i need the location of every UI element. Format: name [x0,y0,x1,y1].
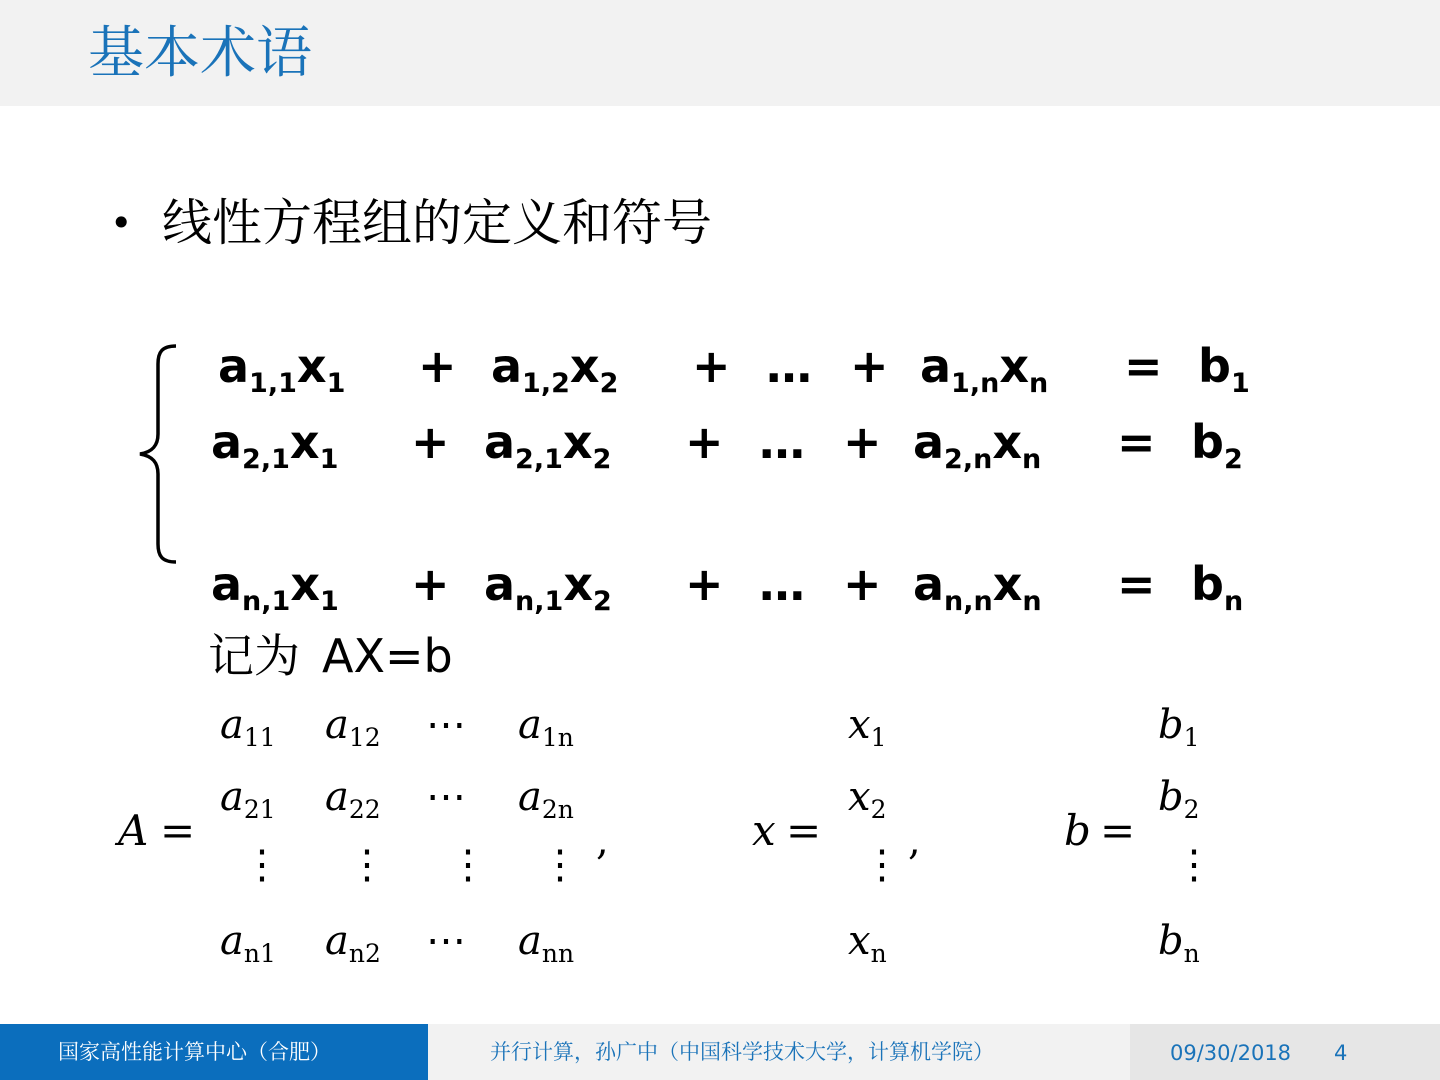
vector-b-entry: ⋮ [1174,842,1214,888]
equation-row [218,338,1298,408]
plus-sign: + [692,339,731,393]
term-n: $a_{2,n}x_n$ [913,415,1042,475]
term-2: $a_{2,1}x_2$ [484,415,612,475]
vector-x-entry: $x_2$ [848,774,887,824]
term-1: $a_{2,1}x_1$ [211,415,339,475]
ellipsis: … [759,415,805,469]
matrix-a-entry: $a_{11}$ [220,702,276,752]
plus-sign: + [418,339,457,393]
comma: , [596,818,609,864]
vector-x-entry: $x_n$ [848,918,887,968]
plus-sign: + [411,557,450,611]
plus-sign: + [685,557,724,611]
vector-x-label: x [752,806,776,855]
matrix-a-entry: ⋯ [426,774,466,820]
notation-line [208,626,453,686]
matrix-a-label: A [118,806,149,855]
matrix-a-entry: ⋯ [426,918,466,964]
equals-sign: = [1117,415,1156,469]
slide-title: 基本术语 [88,21,312,86]
footer-org: 国家高性能计算中心（合肥） [0,1024,428,1080]
footer-meta [1130,1024,1440,1080]
matrix-a-entry: ⋮ [242,842,282,888]
vector-b-label: b [1064,806,1091,855]
term-1: $a_{1,1}x_1$ [218,339,346,399]
equals-sign: = [786,806,822,855]
matrix-a-entry: $a_{nn}$ [518,918,575,968]
matrix-a-entry: $a_{n2}$ [325,918,381,968]
page-number: 4 [1334,1041,1348,1065]
matrix-a-entry: $a_{2n}$ [518,774,574,824]
footer-date: 09/30/2018 [1170,1041,1292,1065]
equals-sign: = [1124,339,1163,393]
vector-b-entry: $b_2$ [1158,774,1200,824]
notation-expression: AX=b [322,629,453,683]
plus-sign: + [843,557,882,611]
equals-sign: = [160,806,196,855]
rhs-term: $b_2$ [1191,415,1243,475]
vector-b-entry: $b_n$ [1158,918,1200,968]
rhs-term: $b_n$ [1191,557,1244,617]
matrix-definitions [0,690,1440,1000]
matrix-a-entry: ⋮ [347,842,387,888]
term-1: $a_{n,1}x_1$ [211,557,339,617]
matrix-a-entry: $a_{22}$ [325,774,381,824]
term-2: $a_{1,2}x_2$ [491,339,619,399]
plus-sign: + [411,415,450,469]
ellipsis: … [759,557,805,611]
ellipsis: … [766,339,812,393]
bullet-dot-icon: • [110,201,133,245]
comma: , [908,818,921,864]
matrix-a-entry: ⋯ [426,702,466,748]
matrix-a-entry: $a_{n1}$ [220,918,276,968]
footer-course: 并行计算，孙广中（中国科学技术大学，计算机学院） [428,1024,1130,1080]
vector-x-entry: $x_1$ [848,702,887,752]
notation-label: 记为 [208,629,300,683]
matrix-a-entry: $a_{1n}$ [518,702,574,752]
equation-row [211,556,1291,626]
equation-row [211,414,1291,484]
equals-sign: = [1100,806,1136,855]
title-bar [0,0,1440,106]
vector-b-entry: $b_1$ [1158,702,1200,752]
bullet-text: 线性方程组的定义和符号 [162,194,712,252]
plus-sign: + [843,415,882,469]
matrix-a-entry: $a_{12}$ [325,702,381,752]
left-brace-icon [136,342,180,568]
matrix-a-entry: ⋮ [540,842,580,888]
term-2: $a_{n,1}x_2$ [484,557,612,617]
equals-sign: = [1117,557,1156,611]
bullet-item [110,190,712,256]
matrix-a-entry: $a_{21}$ [220,774,276,824]
rhs-term: $b_1$ [1198,339,1250,399]
term-n: $a_{n,n}x_n$ [913,557,1042,617]
plus-sign: + [850,339,889,393]
matrix-a-entry: ⋮ [448,842,488,888]
vector-x-entry: ⋮ [862,842,902,888]
term-n: $a_{1,n}x_n$ [920,339,1049,399]
footer [0,1024,1440,1080]
plus-sign: + [685,415,724,469]
